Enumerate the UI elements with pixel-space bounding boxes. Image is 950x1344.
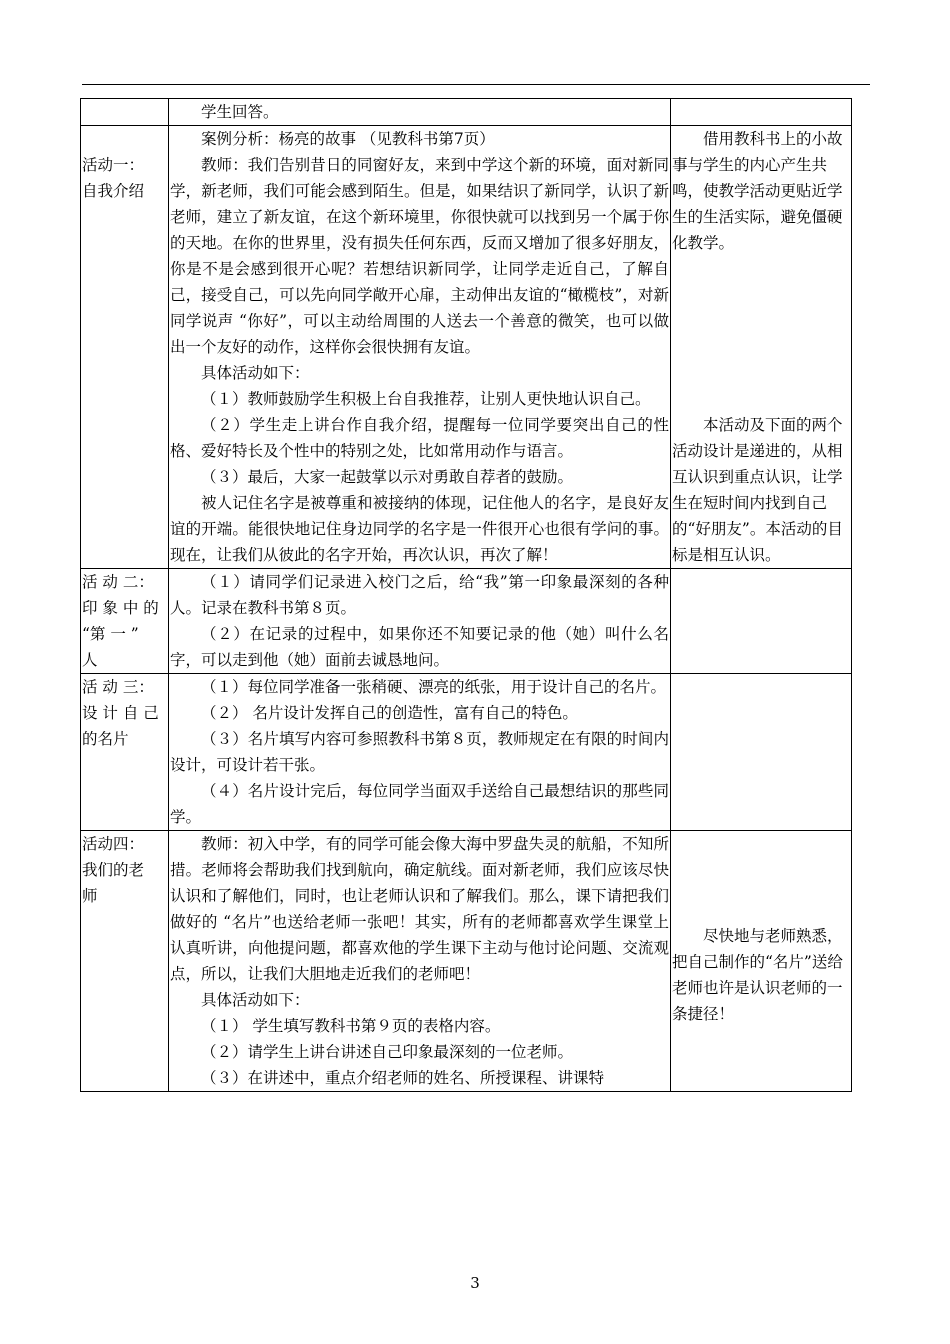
activity-label: 印 象 中 的 xyxy=(82,599,159,617)
header-rule xyxy=(82,84,870,85)
table-row-activity-2 xyxy=(81,569,852,674)
paragraph: （２）在记录的过程中，如果你还不知要记录的他（她）叫什么名字，可以走到他（她）面前去诚恳地问。 xyxy=(170,625,669,669)
content-cell xyxy=(169,99,671,126)
table-row-activity-1 xyxy=(81,126,852,569)
paragraph: （１） 学生填写教科书第９页的表格内容。 xyxy=(201,1017,501,1035)
activity-label: 活动一： xyxy=(82,156,145,174)
note-cell xyxy=(671,126,852,569)
paragraph: 教师：我们告别昔日的同窗好友，来到中学这个新的环境，面对新同学，新老师，我们可能会感到陌生。但是，如果结识了新同学，认识了新老师，建立了新友谊，在这个新环境里，你很快就可以找到另一个属于你的天地。在你的世界里，没有损失任何东西，反而又增加了很多好朋友，你是不是会感到很开心呢？若想结识新同学，让同学走近自己，了解自己，接受自己，可以先向同学敞开心扉，主动伸出友谊的“橄榄枝”，对新同学说声 “你好”，可以主动给周围的人送去一个善意的微笑，也可以做出一个友好的动作，这样你会很快拥有友谊。 xyxy=(170,156,669,356)
activity-label: 设 计 自 己 xyxy=(82,704,159,722)
design-note: 借用教科书上的小故事与学生的内心产生共鸣，使教学活动更贴近学生的生活实际，避免僵硬化教学。 xyxy=(672,130,843,252)
paragraph: 具体活动如下： xyxy=(201,991,310,1009)
table-row-continuation xyxy=(81,99,852,126)
paragraph: 具体活动如下： xyxy=(201,364,310,382)
note-cell xyxy=(671,99,852,126)
activity-label: 师 xyxy=(82,887,98,905)
content-cell xyxy=(169,569,671,674)
activity-label-cell xyxy=(81,831,169,1092)
activity-label: 我们的老 xyxy=(82,861,145,879)
table-row-activity-3 xyxy=(81,674,852,831)
paragraph: （１）请同学们记录进入校门之后，给“我”第一印象最深刻的各种人。记录在教科书第８页。 xyxy=(170,573,669,617)
table-row-activity-4 xyxy=(81,831,852,1092)
activity-label: 活动四： xyxy=(82,835,145,853)
activity-label: 人 xyxy=(82,651,98,669)
activity-label: 活 动 二： xyxy=(82,573,154,591)
activity-label: 活 动 三： xyxy=(82,678,154,696)
paragraph: （２） 名片设计发挥自己的创造性，富有自己的特色。 xyxy=(201,704,578,722)
paragraph: （１）每位同学准备一张稍硬、漂亮的纸张，用于设计自己的名片。 xyxy=(201,678,667,696)
activity-label-cell xyxy=(81,569,169,674)
activity-label-cell xyxy=(81,674,169,831)
paragraph: （１）教师鼓励学生积极上台自我推荐，让别人更快地认识自己。 xyxy=(201,390,651,408)
paragraph: 教师：初入中学，有的同学可能会像大海中罗盘失灵的航船，不知所措。老师将会帮助我们找到航向，确定航线。面对新老师，我们应该尽快认识和了解他们，同时，也让老师认识和了解我们。那么，课下请把我们做好的 “名片”也送给老师一张吧！其实，所有的老师都喜欢学生课堂上认真听讲，向他提问题，都喜欢他的学生课下主动与他讨论问题、交流观点，所以，让我们大胆地走近我们的老师吧！ xyxy=(170,835,669,983)
design-note: 尽快地与老师熟悉，把自己制作的“名片”送给老师也许是认识老师的一条捷径！ xyxy=(672,927,843,1023)
paragraph: 案例分析：杨亮的故事 （见教科书第7页） xyxy=(201,130,495,148)
paragraph: （２）请学生上讲台讲述自己印象最深刻的一位老师。 xyxy=(201,1043,574,1061)
content-cell xyxy=(169,674,671,831)
paragraph: （３）名片填写内容可参照教科书第８页，教师规定在有限的时间内设计，可设计若干张。 xyxy=(170,730,669,774)
paragraph: （２）学生走上讲台作自我介绍，提醒每一位同学要突出自己的性格、爱好特长及个性中的特别之处，比如常用动作与语言。 xyxy=(170,416,669,460)
activity-label-cell xyxy=(81,99,169,126)
paragraph: （４）名片设计完后，每位同学当面双手送给自己最想结识的那些同学。 xyxy=(170,782,669,826)
content-cell xyxy=(169,126,671,569)
design-note: 本活动及下面的两个活动设计是递进的，从相互认识到重点认识，让学生在短时间内找到自己的“好朋友”。本活动的目标是相互认识。 xyxy=(672,416,843,564)
page-number: 3 xyxy=(470,1274,480,1292)
paragraph: （３）最后，大家一起鼓掌以示对勇敢自荐者的鼓励。 xyxy=(201,468,574,486)
paragraph: 被人记住名字是被尊重和被接纳的体现，记住他人的名字，是良好友谊的开端。能很快地记住身边同学的名字是一件很开心也很有学问的事。现在，让我们从彼此的名字开始，再次认识，再次了解！ xyxy=(170,494,669,564)
activity-label: 自我介绍 xyxy=(82,182,145,200)
paragraph: （３）在讲述中，重点介绍老师的姓名、所授课程、讲课特 xyxy=(201,1069,605,1087)
activity-label: 的名片 xyxy=(82,730,129,748)
activity-label: “第 一 ” xyxy=(82,625,139,643)
lesson-plan-table xyxy=(80,98,852,1092)
note-cell xyxy=(671,831,852,1092)
note-cell xyxy=(671,674,852,831)
activity-label-cell xyxy=(81,126,169,569)
note-cell xyxy=(671,569,852,674)
paragraph: 学生回答。 xyxy=(201,103,279,121)
content-cell xyxy=(169,831,671,1092)
